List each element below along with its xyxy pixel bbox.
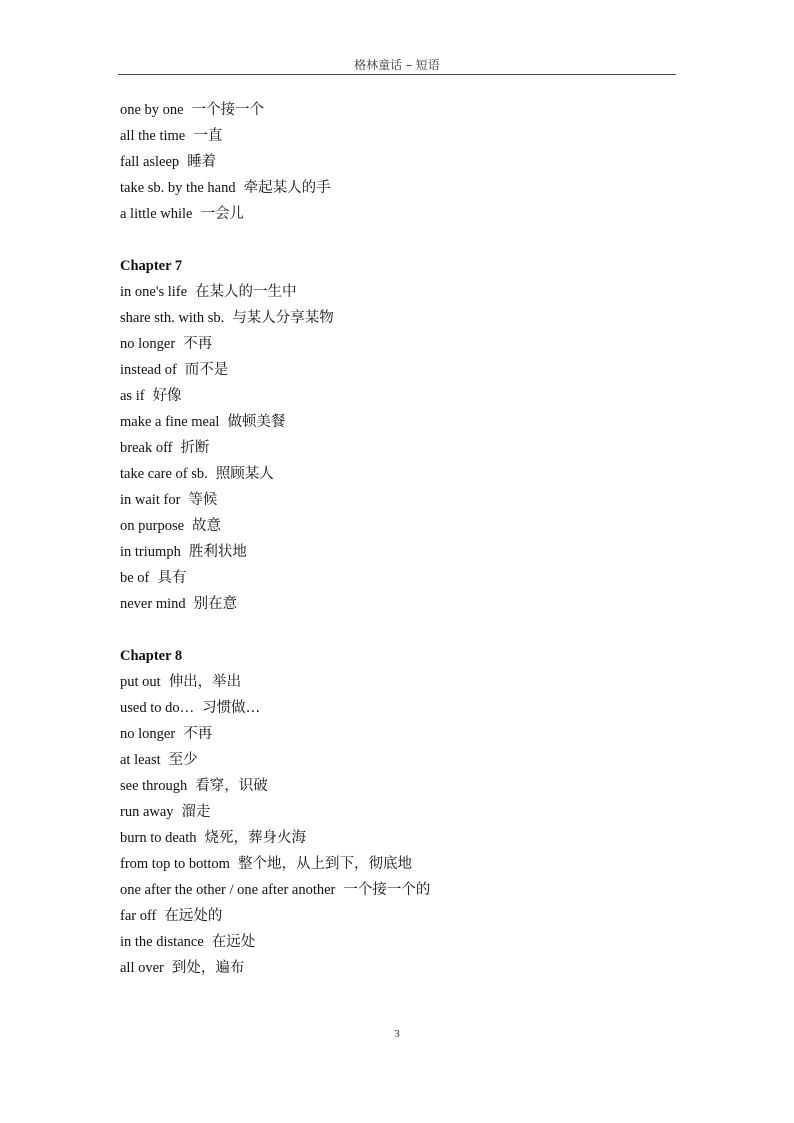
phrase-english: see through xyxy=(120,778,188,794)
phrase-english: take sb. by the hand xyxy=(120,180,236,196)
phrase-english: one by one xyxy=(120,102,184,118)
phrase-chinese: 在远处的 xyxy=(164,908,223,924)
phrase-english: no longer xyxy=(120,726,176,742)
phrase-row xyxy=(120,149,680,175)
phrase-row xyxy=(120,279,680,305)
phrase-chinese: 不再 xyxy=(183,726,213,742)
phrase-chinese: 折断 xyxy=(180,440,210,456)
phrase-english: put out xyxy=(120,674,161,690)
phrase-chinese: 而不是 xyxy=(184,362,229,378)
phrase-english: never mind xyxy=(120,596,186,612)
phrase-list xyxy=(120,97,680,981)
phrase-english: break off xyxy=(120,440,173,456)
header-rule xyxy=(118,74,676,75)
intro-phrases xyxy=(120,97,680,227)
phrase-english: used to do… xyxy=(120,700,195,716)
phrase-chinese: 与某人分享某物 xyxy=(232,310,334,326)
phrase-chinese: 在某人的一生中 xyxy=(195,284,297,300)
phrase-row xyxy=(120,877,680,903)
phrase-row xyxy=(120,851,680,877)
phrase-row xyxy=(120,383,680,409)
phrase-chinese: 牵起某人的手 xyxy=(243,180,331,196)
phrase-chinese: 整个地，从上到下，彻底地 xyxy=(237,856,412,872)
phrase-chinese: 到处，遍布 xyxy=(171,960,245,976)
phrase-row xyxy=(120,929,680,955)
phrase-row xyxy=(120,695,680,721)
phrase-row xyxy=(120,201,680,227)
spacer xyxy=(120,227,680,253)
phrase-chinese: 一个接一个 xyxy=(191,102,265,118)
phrase-english: no longer xyxy=(120,336,176,352)
phrase-english: on purpose xyxy=(120,518,185,534)
chapter7-phrases xyxy=(120,279,680,617)
phrase-row xyxy=(120,669,680,695)
phrase-english: instead of xyxy=(120,362,177,378)
page-header: 格林童话 – 短语 xyxy=(354,58,440,72)
phrase-row xyxy=(120,331,680,357)
phrase-chinese: 在远处 xyxy=(211,934,256,950)
phrase-english: in the distance xyxy=(120,934,204,950)
phrase-english: all over xyxy=(120,960,164,976)
phrase-chinese: 故意 xyxy=(192,518,222,534)
phrase-english: in triumph xyxy=(120,544,181,560)
chapter-heading: Chapter 8 xyxy=(120,648,183,664)
phrase-row xyxy=(120,409,680,435)
phrase-chinese: 一会儿 xyxy=(200,206,244,222)
phrase-row xyxy=(120,799,680,825)
phrase-chinese: 好像 xyxy=(152,388,182,404)
phrase-row xyxy=(120,305,680,331)
phrase-row xyxy=(120,903,680,929)
phrase-english: a little while xyxy=(120,206,193,222)
phrase-english: burn to death xyxy=(120,830,197,846)
phrase-chinese: 溜走 xyxy=(181,804,211,820)
phrase-english: all the time xyxy=(120,128,186,144)
phrase-chinese: 习惯做… xyxy=(202,700,261,716)
phrase-row xyxy=(120,825,680,851)
phrase-row xyxy=(120,747,680,773)
phrase-chinese: 一直 xyxy=(193,128,223,144)
phrase-row xyxy=(120,175,680,201)
phrase-row xyxy=(120,357,680,383)
phrase-chinese: 一个接一个的 xyxy=(343,882,431,898)
phrase-chinese: 等候 xyxy=(188,492,218,508)
phrase-chinese: 照顾某人 xyxy=(215,466,274,482)
phrase-english: share sth. with sb. xyxy=(120,310,225,326)
phrase-chinese: 睡着 xyxy=(187,154,217,170)
phrase-english: fall asleep xyxy=(120,154,180,170)
phrase-chinese: 至少 xyxy=(168,752,198,768)
phrase-chinese: 胜利状地 xyxy=(188,544,247,560)
phrase-english: in wait for xyxy=(120,492,181,508)
phrase-chinese: 看穿，识破 xyxy=(195,778,268,794)
page-number: 3 xyxy=(394,1028,400,1040)
phrase-english: at least xyxy=(120,752,161,768)
phrase-chinese: 别在意 xyxy=(193,596,238,612)
phrase-chinese: 做顿美餐 xyxy=(227,414,286,430)
phrase-row xyxy=(120,123,680,149)
spacer xyxy=(120,617,680,643)
phrase-row xyxy=(120,721,680,747)
chapter8-phrases xyxy=(120,669,680,981)
phrase-english: run away xyxy=(120,804,174,820)
phrase-row xyxy=(120,565,680,591)
phrase-row xyxy=(120,955,680,981)
phrase-english: from top to bottom xyxy=(120,856,230,872)
phrase-row xyxy=(120,461,680,487)
phrase-english: be of xyxy=(120,570,150,586)
phrase-row xyxy=(120,97,680,123)
phrase-english: far off xyxy=(120,908,157,924)
phrase-chinese: 不再 xyxy=(183,336,213,352)
phrase-english: one after the other / one after another xyxy=(120,882,336,898)
phrase-chinese: 具有 xyxy=(157,570,187,586)
phrase-row xyxy=(120,513,680,539)
phrase-row xyxy=(120,539,680,565)
phrase-english: make a fine meal xyxy=(120,414,220,430)
phrase-row xyxy=(120,435,680,461)
phrase-english: in one's life xyxy=(120,284,188,300)
phrase-chinese: 伸出，举出 xyxy=(168,674,242,690)
phrase-row xyxy=(120,591,680,617)
chapter-heading: Chapter 7 xyxy=(120,258,183,274)
phrase-english: take care of sb. xyxy=(120,466,208,482)
phrase-row xyxy=(120,487,680,513)
phrase-english: as if xyxy=(120,388,145,404)
phrase-row xyxy=(120,773,680,799)
phrase-chinese: 烧死，葬身火海 xyxy=(204,830,307,846)
